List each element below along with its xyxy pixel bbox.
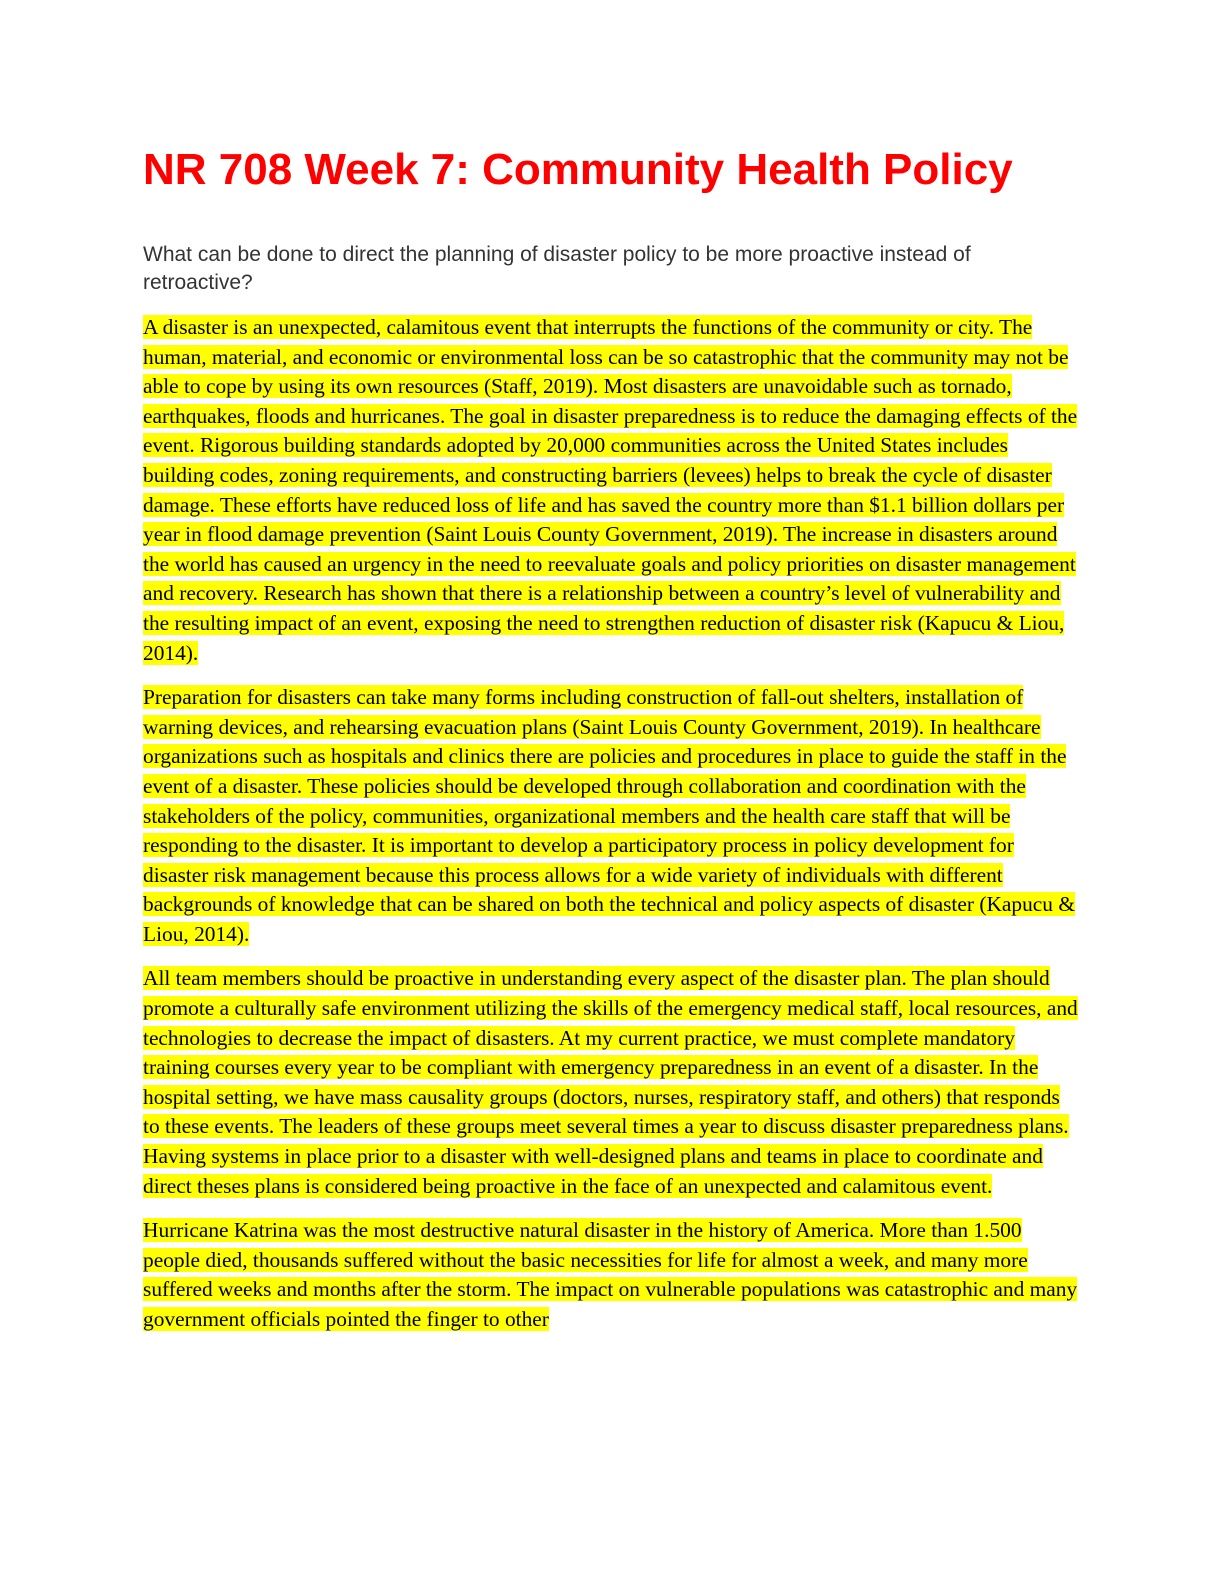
highlighted-text: Preparation for disasters can take many forms including construction of fall-out shelters, installation of warning devices, and rehearsing evacuation plans (Saint Louis County Government, 2019). In healthcare organizations such as hospitals and clinics there are policies and procedures in place to guide the staff in the event of a disaster. These policies should be developed through collaboration and coordination with the stakeholders of the policy, communities, organizational members and the health care staff that will be responding to the disaster. It is important to develop a participatory process in policy development for disaster risk management because this process allows for a wide variety of individuals with different backgrounds of knowledge that can be shared on both the technical and policy aspects of disaster (Kapucu & Liou, 2014). — [143, 685, 1075, 946]
document-title: NR 708 Week 7: Community Health Policy — [143, 145, 1013, 194]
highlighted-text: All team members should be proactive in understanding every aspect of the disaster plan. The plan should promote a culturally safe environment utilizing the skills of the emergency medical staff, local resources, and technologies to decrease the impact of disasters. At my current practice, we must complete mandatory training courses every year to be compliant with emergency preparedness in an event of a disaster. In the hospital setting, we have mass causality groups (doctors, nurses, respiratory staff, and others) that responds to these events. The leaders of these groups meet several times a year to discuss disaster preparedness plans. Having systems in place prior to a disaster with well-designed plans and teams in place to coordinate and direct theses plans is considered being proactive in the face of an unexpected and calamitous event. — [143, 966, 1078, 1198]
discussion-question: What can be done to direct the planning of disaster policy to be more proactive instead of retroactive? — [143, 243, 971, 294]
paragraph-4 — [143, 1216, 1078, 1334]
paragraph-3 — [143, 964, 1078, 1201]
highlighted-text: Hurricane Katrina was the most destructive natural disaster in the history of America. More than 1.500 people died, thousands suffered without the basic necessities for life for almost a week, and many more suffered weeks and months after the storm. The impact on vulnerable populations was catastrophic and many government officials pointed the finger to other — [143, 1218, 1078, 1331]
highlighted-text: A disaster is an unexpected, calamitous event that interrupts the functions of the community or city. The human, material, and economic or environmental loss can be so catastrophic that the community may not be able to cope by using its own resources (Staff, 2019). Most disasters are unavoidable such as tornado, earthquakes, floods and hurricanes. The goal in disaster preparedness is to reduce the damaging effects of the event. Rigorous building standards adopted by 20,000 communities across the United States includes building codes, zoning requirements, and constructing barriers (levees) helps to break the cycle of disaster damage. These efforts have reduced loss of life and has saved the country more than $1.1 billion dollars per year in flood damage prevention (Saint Louis County Government, 2019). The increase in disasters around the world has caused an urgency in the need to reevaluate goals and policy priorities on disaster management and recovery. Research has shown that there is a relationship between a country’s level of vulnerability and the resulting impact of an event, exposing the need to strengthen reduction of disaster risk (Kapucu & Liou, 2014). — [143, 315, 1078, 665]
document-body — [143, 313, 1078, 1350]
paragraph-2 — [143, 683, 1078, 949]
paragraph-1 — [143, 313, 1078, 668]
